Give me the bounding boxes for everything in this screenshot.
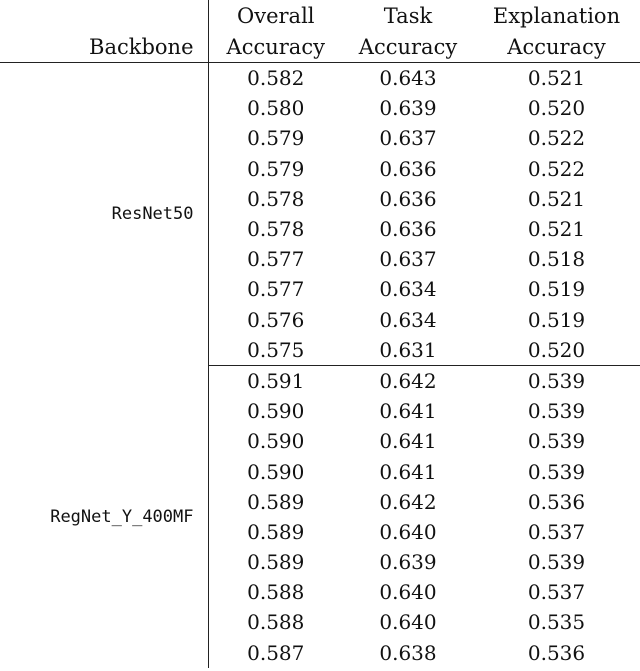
overall-accuracy-cell: 0.590 [247,429,305,454]
task-accuracy-cell: 0.637 [379,126,437,151]
overall-accuracy-cell: 0.575 [208,335,343,366]
header-explanation-line1: Explanation [492,4,621,28]
explanation-accuracy-cell: 0.539 [527,459,586,484]
explanation-accuracy-cell: 0.539 [527,550,586,575]
header-task-line1: Task [383,4,433,28]
backbone-label: ResNet50 [0,63,208,366]
header-overall-line1: Overall [237,4,315,28]
task-accuracy-cell: 0.640 [379,519,437,544]
overall-accuracy-cell: 0.577 [247,277,305,302]
task-accuracy-cell: 0.637 [379,247,437,272]
explanation-accuracy-cell: 0.521 [527,66,586,91]
task-accuracy-cell: 0.640 [379,580,437,605]
explanation-accuracy-cell: 0.521 [527,186,586,211]
explanation-accuracy-cell: 0.519 [527,277,586,302]
overall-accuracy-cell: 0.588 [247,580,305,605]
explanation-accuracy-cell: 0.520 [473,335,640,366]
task-accuracy-cell: 0.640 [379,610,437,635]
explanation-accuracy-cell: 0.539 [527,399,586,424]
explanation-accuracy-cell: 0.522 [527,156,586,181]
table-row [0,365,640,396]
explanation-accuracy-cell: 0.536 [527,489,586,514]
task-accuracy-cell: 0.642 [379,489,437,514]
explanation-accuracy-cell: 0.535 [527,610,586,635]
explanation-accuracy-cell: 0.520 [527,96,586,121]
task-accuracy-cell: 0.643 [379,66,437,91]
overall-accuracy-cell: 0.589 [247,550,305,575]
overall-accuracy-cell: 0.589 [247,519,305,544]
overall-accuracy-cell: 0.588 [247,610,305,635]
overall-accuracy-cell: 0.590 [247,459,305,484]
overall-accuracy-cell: 0.577 [247,247,305,272]
task-accuracy-cell: 0.634 [379,307,437,332]
table-header [0,0,640,63]
header-backbone-top [0,0,208,31]
explanation-accuracy-cell: 0.539 [527,429,586,454]
task-accuracy-cell: 0.641 [379,399,437,424]
task-accuracy-cell: 0.641 [379,459,437,484]
explanation-accuracy-cell: 0.521 [527,217,586,242]
explanation-accuracy-cell: 0.537 [527,519,586,544]
overall-accuracy-cell: 0.589 [247,489,305,514]
overall-accuracy-cell: 0.579 [247,126,305,151]
task-accuracy-cell: 0.636 [379,186,437,211]
task-accuracy-cell: 0.636 [379,156,437,181]
group-resnet50 [0,63,640,366]
task-accuracy-cell: 0.636 [379,217,437,242]
task-accuracy-cell: 0.638 [379,640,437,665]
group-regnet [0,365,640,667]
overall-accuracy-cell: 0.578 [247,217,305,242]
explanation-accuracy-cell: 0.536 [527,640,586,665]
overall-accuracy-cell: 0.578 [247,186,305,211]
task-accuracy-cell: 0.641 [379,429,437,454]
header-explanation-line2: Accuracy [473,31,640,63]
task-accuracy-cell: 0.642 [379,368,437,393]
overall-accuracy-cell: 0.591 [247,368,305,393]
header-backbone: Backbone [0,31,208,63]
explanation-accuracy-cell: 0.539 [527,368,586,393]
explanation-accuracy-cell: 0.519 [527,307,586,332]
overall-accuracy-cell: 0.590 [247,399,305,424]
overall-accuracy-cell: 0.587 [247,640,305,665]
backbone-label: RegNet_Y_400MF [0,365,208,667]
explanation-accuracy-cell: 0.537 [527,580,586,605]
header-task-line2: Accuracy [343,31,473,63]
overall-accuracy-cell: 0.579 [247,156,305,181]
overall-accuracy-cell: 0.582 [247,66,305,91]
overall-accuracy-cell: 0.580 [247,96,305,121]
task-accuracy-cell: 0.631 [343,335,473,366]
header-overall-line2: Accuracy [208,31,343,63]
table-row [0,63,640,94]
explanation-accuracy-cell: 0.518 [527,247,586,272]
task-accuracy-cell: 0.634 [379,277,437,302]
task-accuracy-cell: 0.639 [379,96,437,121]
task-accuracy-cell: 0.639 [379,550,437,575]
overall-accuracy-cell: 0.576 [247,307,305,332]
explanation-accuracy-cell: 0.522 [527,126,586,151]
